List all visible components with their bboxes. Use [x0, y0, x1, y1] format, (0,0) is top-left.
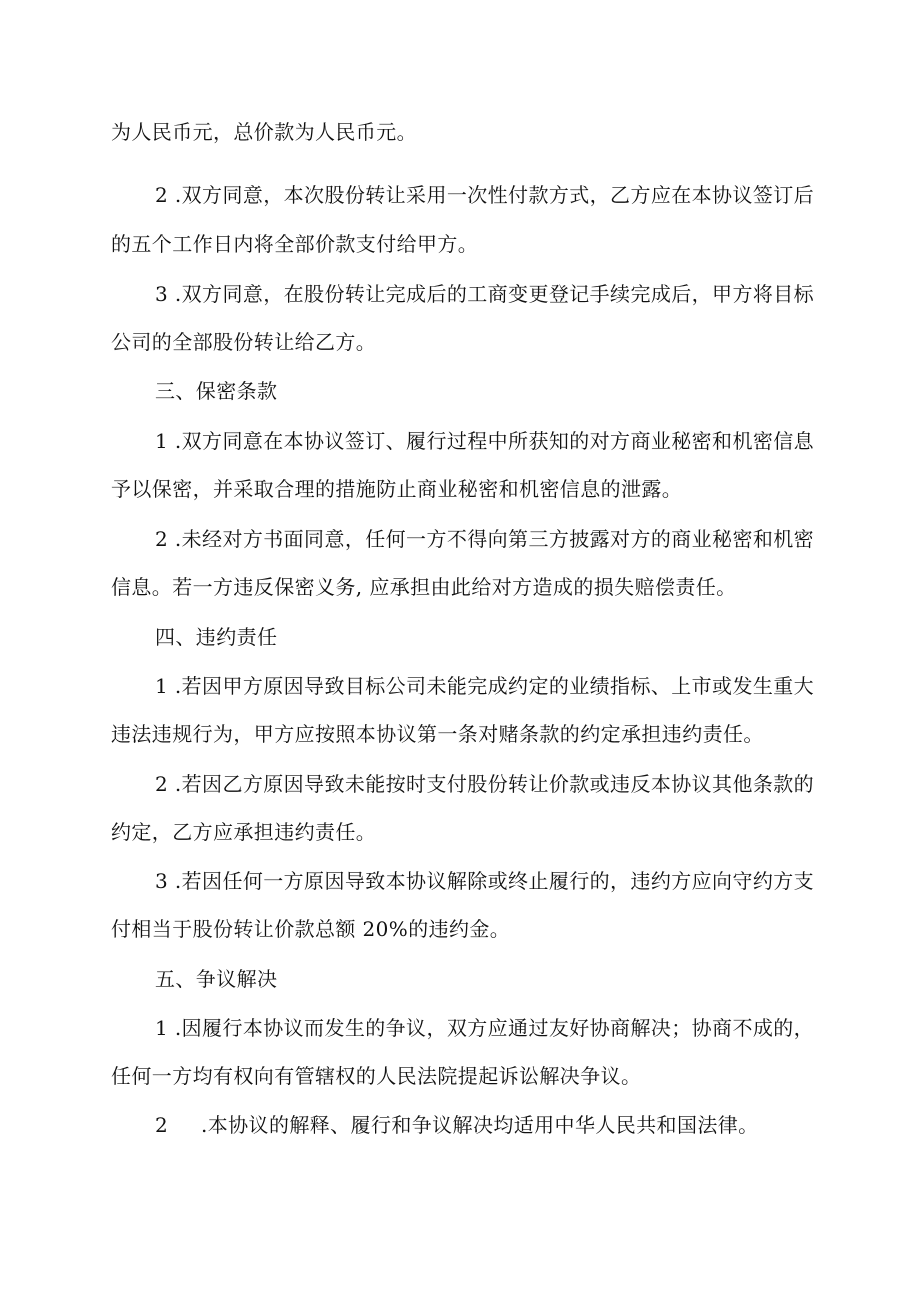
disputes-1-line-1: 1 .因履行本协议而发生的争议，双方应通过友好协商解决；协商不成的，	[155, 1016, 815, 1040]
disputes-2-number: 2	[155, 1113, 169, 1137]
confidentiality-1-line-1: 1 .双方同意在本协议签订、履行过程中所获知的对方商业秘密和机密信息	[155, 429, 815, 453]
clause-2-line-1: 2 .双方同意，本次股份转让采用一次性付款方式，乙方应在本协议签订后	[155, 183, 815, 207]
section-heading-liability: 四、违约责任	[155, 625, 278, 649]
liability-3-line-1: 3 .若因任何一方原因导致本协议解除或终止履行的，违约方应向守约方支	[155, 869, 815, 893]
section-heading-disputes: 五、争议解决	[155, 967, 278, 991]
clause-3-line-2: 公司的全部股份转让给乙方。	[111, 330, 377, 354]
clause-2-line-2: 的五个工作日内将全部价款支付给甲方。	[111, 232, 479, 256]
liability-1-line-2: 违法违规行为，甲方应按照本协议第一条对赌条款的约定承担违约责任。	[111, 722, 764, 746]
disputes-1-line-2: 任何一方均有权向有管辖权的人民法院提起诉讼解决争议。	[111, 1064, 642, 1088]
clause-3-line-1: 3 .双方同意，在股份转让完成后的工商变更登记手续完成后，甲方将目标	[155, 282, 815, 306]
liability-3-line-2: 付相当于股份转让价款总额 20%的违约金。	[111, 917, 511, 941]
paragraph-line: 为人民币元，总价款为人民币元。	[111, 120, 417, 144]
confidentiality-2-line-2: 信息。若一方违反保密义务, 应承担由此给对方造成的损失赔偿责任。	[111, 575, 737, 599]
confidentiality-1-line-2: 予以保密，并采取合理的措施防止商业秘密和机密信息的泄露。	[111, 477, 683, 501]
disputes-2-text: .本协议的解释、履行和争议解决均适用中华人民共和国法律。	[201, 1113, 759, 1137]
confidentiality-2-line-1: 2 .未经对方书面同意，任何一方不得向第三方披露对方的商业秘密和机密	[155, 527, 815, 551]
section-heading-confidentiality: 三、保密条款	[155, 379, 278, 403]
liability-2-line-1: 2 .若因乙方原因导致未能按时支付股份转让价款或违反本协议其他条款的	[155, 772, 815, 796]
liability-2-line-2: 约定，乙方应承担违约责任。	[111, 820, 377, 844]
liability-1-line-1: 1 .若因甲方原因导致目标公司未能完成约定的业绩指标、上市或发生重大	[155, 674, 815, 698]
